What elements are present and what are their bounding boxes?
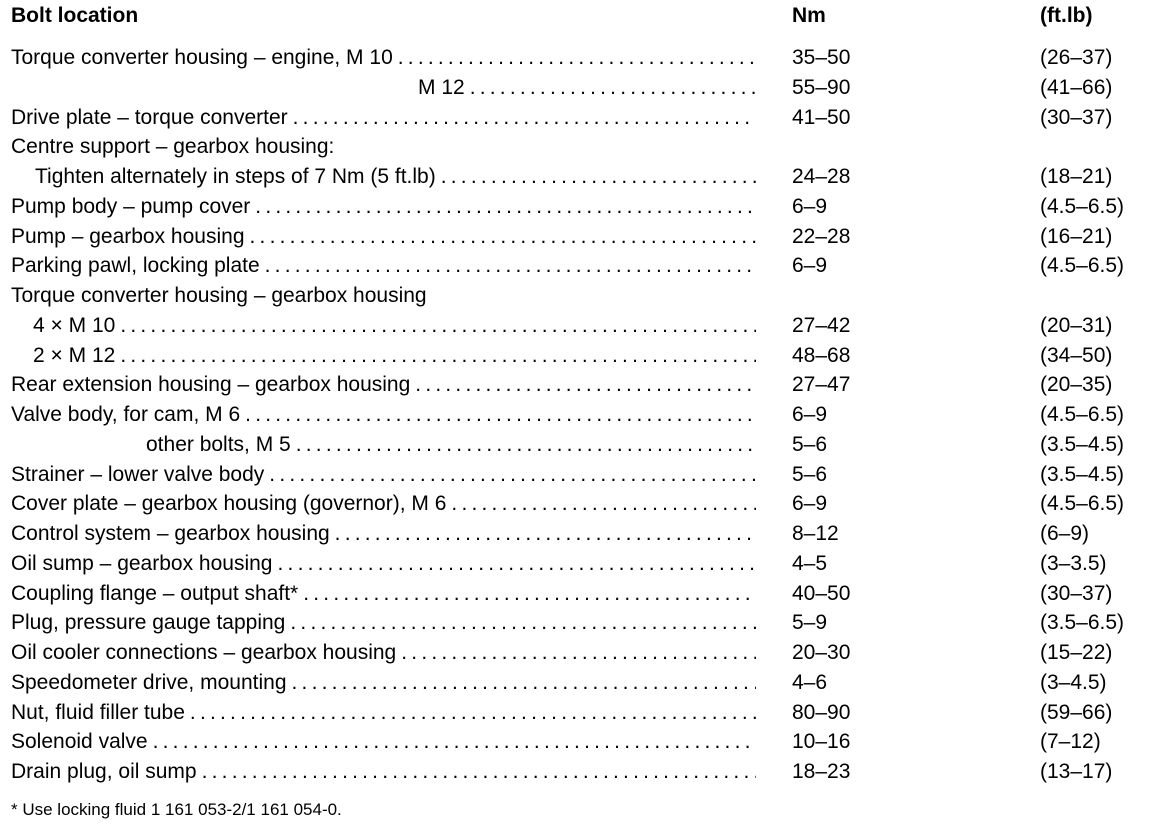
torque-nm-cell: 40–50 [792, 581, 851, 605]
bolt-location-cell [11, 132, 756, 162]
torque-nm-cell: 4–6 [792, 670, 828, 694]
bolt-location-cell [11, 638, 756, 668]
bolt-location-text: 2 × M 12 [33, 343, 116, 367]
table-row [0, 489, 1152, 519]
torque-ftlb-cell: (15–22) [1040, 641, 1113, 664]
torque-ftlb-cell: (3.5–4.5) [1040, 432, 1125, 456]
bolt-location-cell [11, 727, 756, 757]
bolt-location-text: Solenoid valve [11, 730, 148, 754]
dot-leader [120, 341, 756, 371]
torque-ftlb-cell: (4.5–6.5) [1040, 254, 1125, 278]
torque-nm-cell: 24–28 [792, 165, 851, 188]
bolt-location-text: Rear extension housing – gearbox housing [11, 373, 411, 397]
bolt-location-text: Drain plug, oil sump [11, 760, 197, 783]
bolt-location-cell [11, 192, 756, 222]
table-row [0, 608, 1152, 638]
table-row [0, 638, 1152, 668]
torque-ftlb-cell: (20–35) [1040, 373, 1113, 397]
torque-nm-cell: 35–50 [792, 46, 851, 69]
bolt-location-text: Torque converter housing – engine, M 10 [11, 46, 393, 69]
torque-ftlb-cell: (3.5–4.5) [1040, 462, 1125, 486]
table-row [0, 757, 1152, 787]
bolt-location-cell [11, 698, 756, 728]
torque-ftlb-cell: (26–37) [1040, 46, 1113, 69]
dot-leader [278, 549, 757, 579]
torque-nm-cell: 41–50 [792, 105, 851, 129]
torque-nm-cell: 27–47 [792, 373, 851, 397]
table-row [0, 341, 1152, 371]
table-row [0, 132, 1152, 162]
bolt-location-text: other bolts, M 5 [146, 432, 291, 456]
dot-leader [296, 430, 756, 460]
bolt-location-text: Torque converter housing – gearbox housing [11, 284, 427, 307]
dot-leader [269, 460, 756, 490]
dot-leader [303, 579, 756, 609]
bolt-location-text: Control system – gearbox housing [11, 522, 330, 545]
dot-leader [245, 400, 756, 430]
table-row [0, 460, 1152, 490]
torque-ftlb-cell: (6–9) [1040, 522, 1090, 545]
bolt-location-cell [11, 73, 756, 103]
table-row [0, 668, 1152, 698]
bolt-location-cell [11, 757, 756, 787]
torque-nm-cell: 6–9 [792, 492, 828, 516]
bolt-location-text: Centre support – gearbox housing: [11, 135, 335, 159]
torque-ftlb-cell: (4.5–6.5) [1040, 403, 1125, 426]
bolt-location-cell [11, 668, 756, 698]
bolt-location-text: Cover plate – gearbox housing (governor), M 6 [11, 492, 447, 516]
torque-ftlb-cell: (13–17) [1040, 760, 1113, 783]
torque-nm-cell: 8–12 [792, 522, 839, 545]
torque-ftlb-cell: (30–37) [1040, 105, 1113, 129]
table-row [0, 43, 1152, 73]
bolt-location-text: 4 × M 10 [33, 313, 116, 337]
torque-ftlb-cell: (59–66) [1040, 700, 1113, 724]
table-row [0, 727, 1152, 757]
bolt-location-text: Pump body – pump cover [11, 194, 251, 218]
footnote: * Use locking fluid 1 161 053-2/1 161 054-0. [11, 800, 342, 819]
bolt-location-cell [11, 460, 756, 490]
table-row [0, 281, 1152, 311]
torque-nm-cell: 5–6 [792, 462, 828, 486]
torque-nm-cell: 27–42 [792, 313, 851, 337]
bolt-location-cell [11, 519, 756, 549]
dot-leader [202, 757, 756, 787]
dot-leader [470, 73, 756, 103]
dot-leader [401, 638, 756, 668]
dot-leader [292, 668, 757, 698]
header-ftlb: (ft.lb) [1040, 4, 1093, 27]
dot-leader [415, 370, 756, 400]
dot-leader [451, 489, 756, 519]
torque-nm-cell: 6–9 [792, 403, 828, 426]
dot-leader [335, 519, 756, 549]
table-row [0, 698, 1152, 728]
dot-leader [265, 251, 756, 281]
bolt-location-text: Parking pawl, locking plate [11, 254, 260, 278]
table-row [0, 192, 1152, 222]
torque-ftlb-cell: (3–4.5) [1040, 670, 1107, 694]
table-row [0, 222, 1152, 252]
table-row [0, 430, 1152, 460]
bolt-location-text: Oil cooler connections – gearbox housing [11, 641, 397, 664]
dot-leader [153, 727, 756, 757]
table-row [0, 400, 1152, 430]
torque-nm-cell: 10–16 [792, 730, 851, 754]
bolt-location-cell [11, 370, 756, 400]
bolt-location-text: Coupling flange – output shaft* [11, 581, 299, 605]
torque-table [0, 43, 1152, 787]
torque-nm-cell: 4–5 [792, 551, 828, 575]
torque-ftlb-cell: (20–31) [1040, 313, 1113, 337]
table-row [0, 251, 1152, 281]
torque-nm-cell: 6–9 [792, 194, 828, 218]
torque-nm-cell: 20–30 [792, 641, 851, 664]
bolt-location-cell [11, 251, 756, 281]
header-bolt-location: Bolt location [11, 4, 139, 27]
dot-leader [293, 103, 756, 133]
dot-leader [290, 608, 756, 638]
bolt-location-text: M 12 [418, 75, 465, 99]
bolt-location-cell [11, 43, 756, 73]
bolt-location-cell [11, 103, 756, 133]
bolt-location-text: Tighten alternately in steps of 7 Nm (5 ft.lb) [35, 165, 436, 188]
table-row [0, 162, 1152, 192]
torque-ftlb-cell: (7–12) [1040, 730, 1101, 754]
dot-leader [398, 43, 756, 73]
bolt-location-cell [11, 400, 756, 430]
dot-leader [441, 162, 756, 192]
bolt-location-cell [11, 281, 756, 311]
bolt-location-text: Drive plate – torque converter [11, 105, 288, 129]
torque-ftlb-cell: (18–21) [1040, 165, 1113, 188]
torque-nm-cell: 48–68 [792, 343, 851, 367]
table-row [0, 579, 1152, 609]
table-row [0, 519, 1152, 549]
dot-leader [250, 222, 757, 252]
torque-ftlb-cell: (3.5–6.5) [1040, 611, 1125, 635]
bolt-location-text: Valve body, for cam, M 6 [11, 403, 241, 426]
bolt-location-text: Nut, fluid filler tube [11, 700, 185, 724]
torque-ftlb-cell: (4.5–6.5) [1040, 194, 1125, 218]
header-nm: Nm [792, 4, 826, 27]
table-row [0, 370, 1152, 400]
bolt-location-text: Plug, pressure gauge tapping [11, 611, 286, 635]
dot-leader [120, 311, 756, 341]
torque-nm-cell: 18–23 [792, 760, 851, 783]
torque-ftlb-cell: (16–21) [1040, 224, 1113, 248]
torque-ftlb-cell: (4.5–6.5) [1040, 492, 1125, 516]
bolt-location-text: Oil sump – gearbox housing [11, 551, 273, 575]
table-row [0, 549, 1152, 579]
dot-leader [190, 698, 756, 728]
bolt-location-cell [11, 489, 756, 519]
bolt-location-cell [11, 579, 756, 609]
torque-nm-cell: 5–6 [792, 432, 828, 456]
table-row [0, 73, 1152, 103]
bolt-location-text: Speedometer drive, mounting [11, 670, 287, 694]
bolt-location-text: Strainer – lower valve body [11, 462, 265, 486]
torque-ftlb-cell: (3–3.5) [1040, 551, 1107, 575]
torque-ftlb-cell: (41–66) [1040, 75, 1113, 99]
torque-ftlb-cell: (30–37) [1040, 581, 1113, 605]
torque-nm-cell: 6–9 [792, 254, 828, 278]
bolt-location-cell [11, 222, 756, 252]
bolt-location-cell [11, 608, 756, 638]
bolt-location-cell [11, 341, 756, 371]
torque-nm-cell: 80–90 [792, 700, 851, 724]
bolt-location-cell [11, 311, 756, 341]
dot-leader [255, 192, 756, 222]
table-row [0, 103, 1152, 133]
torque-ftlb-cell: (34–50) [1040, 343, 1113, 367]
table-row [0, 311, 1152, 341]
bolt-location-text: Pump – gearbox housing [11, 224, 245, 248]
torque-nm-cell: 55–90 [792, 75, 851, 99]
torque-nm-cell: 22–28 [792, 224, 851, 248]
bolt-location-cell [11, 430, 756, 460]
bolt-location-cell [11, 549, 756, 579]
torque-nm-cell: 5–9 [792, 611, 828, 635]
bolt-location-cell [11, 162, 756, 192]
